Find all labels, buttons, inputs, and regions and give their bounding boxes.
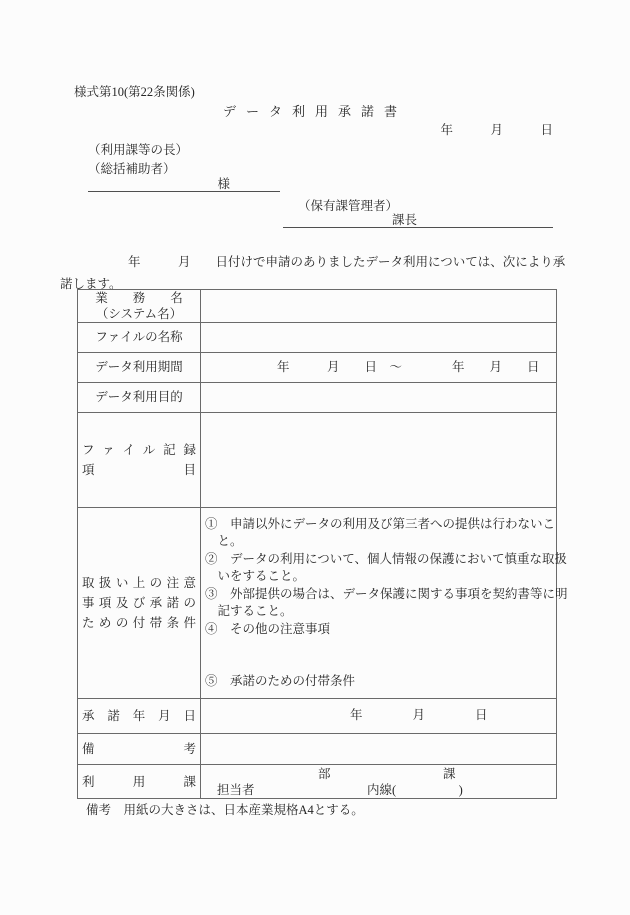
using-section-dept-line: 部 課	[318, 766, 456, 781]
business-name-label-line1: 業 務 名	[95, 291, 183, 305]
handling-note-line: と。	[205, 534, 243, 548]
business-name-label	[78, 290, 201, 323]
row-business-name	[78, 290, 557, 323]
file-record-items-value	[201, 413, 557, 508]
form-number: 様式第10(第22条関係)	[74, 85, 195, 99]
row-using-section	[78, 765, 557, 799]
footer-note: 備考 用紙の大きさは、日本産業規格A4とする。	[86, 803, 364, 817]
holder-underline	[283, 213, 553, 228]
addressee-line-1: （利用課等の長）	[88, 143, 189, 157]
header-date-line: 年 月 日	[440, 123, 553, 137]
row-handling-notes	[78, 508, 557, 699]
business-name-label-line2: （システム名）	[95, 307, 183, 321]
row-usage-period	[78, 353, 557, 383]
handling-note-line: 記すること。	[205, 604, 293, 618]
handling-notes-content	[201, 508, 568, 699]
row-file-name	[78, 323, 557, 353]
row-file-record-items	[78, 413, 557, 508]
addressee-line-2: （総括補助者）	[88, 162, 176, 176]
handling-note-line	[205, 656, 552, 674]
file-name-value	[201, 323, 557, 353]
intro-line-2: 諾します。	[60, 277, 122, 291]
file-record-items-label	[78, 413, 201, 508]
approval-date-label: 承諾年月日	[78, 699, 201, 734]
business-name-value	[201, 290, 557, 323]
approval-date-value: 年 月 日	[201, 699, 557, 734]
holder-title: 課長	[392, 213, 418, 227]
handling-notes-label-line: 事項及び承諾の	[82, 596, 196, 610]
recipient-underline	[88, 177, 280, 192]
using-section-value	[201, 765, 557, 799]
intro-line-1: 年 月 日付けで申請のありましたデータ利用については、次により承	[128, 255, 566, 269]
usage-period-value: 年 月 日 ～ 年 月 日	[201, 353, 557, 383]
handling-notes-label	[78, 508, 201, 699]
consent-table	[77, 289, 568, 799]
file-name-label: ファイルの名称	[78, 323, 201, 353]
document-title: データ利用承諾書	[222, 104, 407, 119]
usage-period-label: データ利用期間	[78, 353, 201, 383]
handling-note-line: ③ 外部提供の場合は、データ保護に関する事項を契約書等に明	[205, 586, 568, 601]
handling-note-line: いをすること。	[205, 569, 306, 583]
row-usage-purpose	[78, 383, 557, 413]
handling-note-line: ① 申請以外にデータの利用及び第三者への提供は行わないこ	[205, 516, 556, 531]
handling-notes-label-line: 取扱い上の注意	[82, 576, 196, 590]
usage-purpose-value	[201, 383, 557, 413]
handling-note-line	[205, 638, 552, 656]
handling-note-line: ⑤ 承諾のための付帯条件	[205, 674, 356, 688]
usage-purpose-label: データ利用目的	[78, 383, 201, 413]
file-record-items-label-line: ファイル記録	[82, 443, 196, 457]
recipient-suffix: 様	[217, 177, 230, 191]
using-section-label: 利用課	[78, 765, 201, 799]
using-section-contact-line: 担当者 内線( )	[217, 782, 463, 797]
handling-note-line: ④ その他の注意事項	[205, 621, 331, 636]
row-remarks	[78, 734, 557, 765]
row-approval-date	[78, 699, 557, 734]
remarks-label: 備考	[78, 734, 201, 765]
remarks-value	[201, 734, 557, 765]
holder-label: （保有課管理者）	[298, 199, 399, 213]
file-record-items-label-line: 項目	[82, 463, 196, 477]
handling-notes-label-line: ための付帯条件	[82, 616, 196, 630]
handling-note-line: ② データの利用について、個人情報の保護において慎重な取扱	[205, 551, 568, 566]
